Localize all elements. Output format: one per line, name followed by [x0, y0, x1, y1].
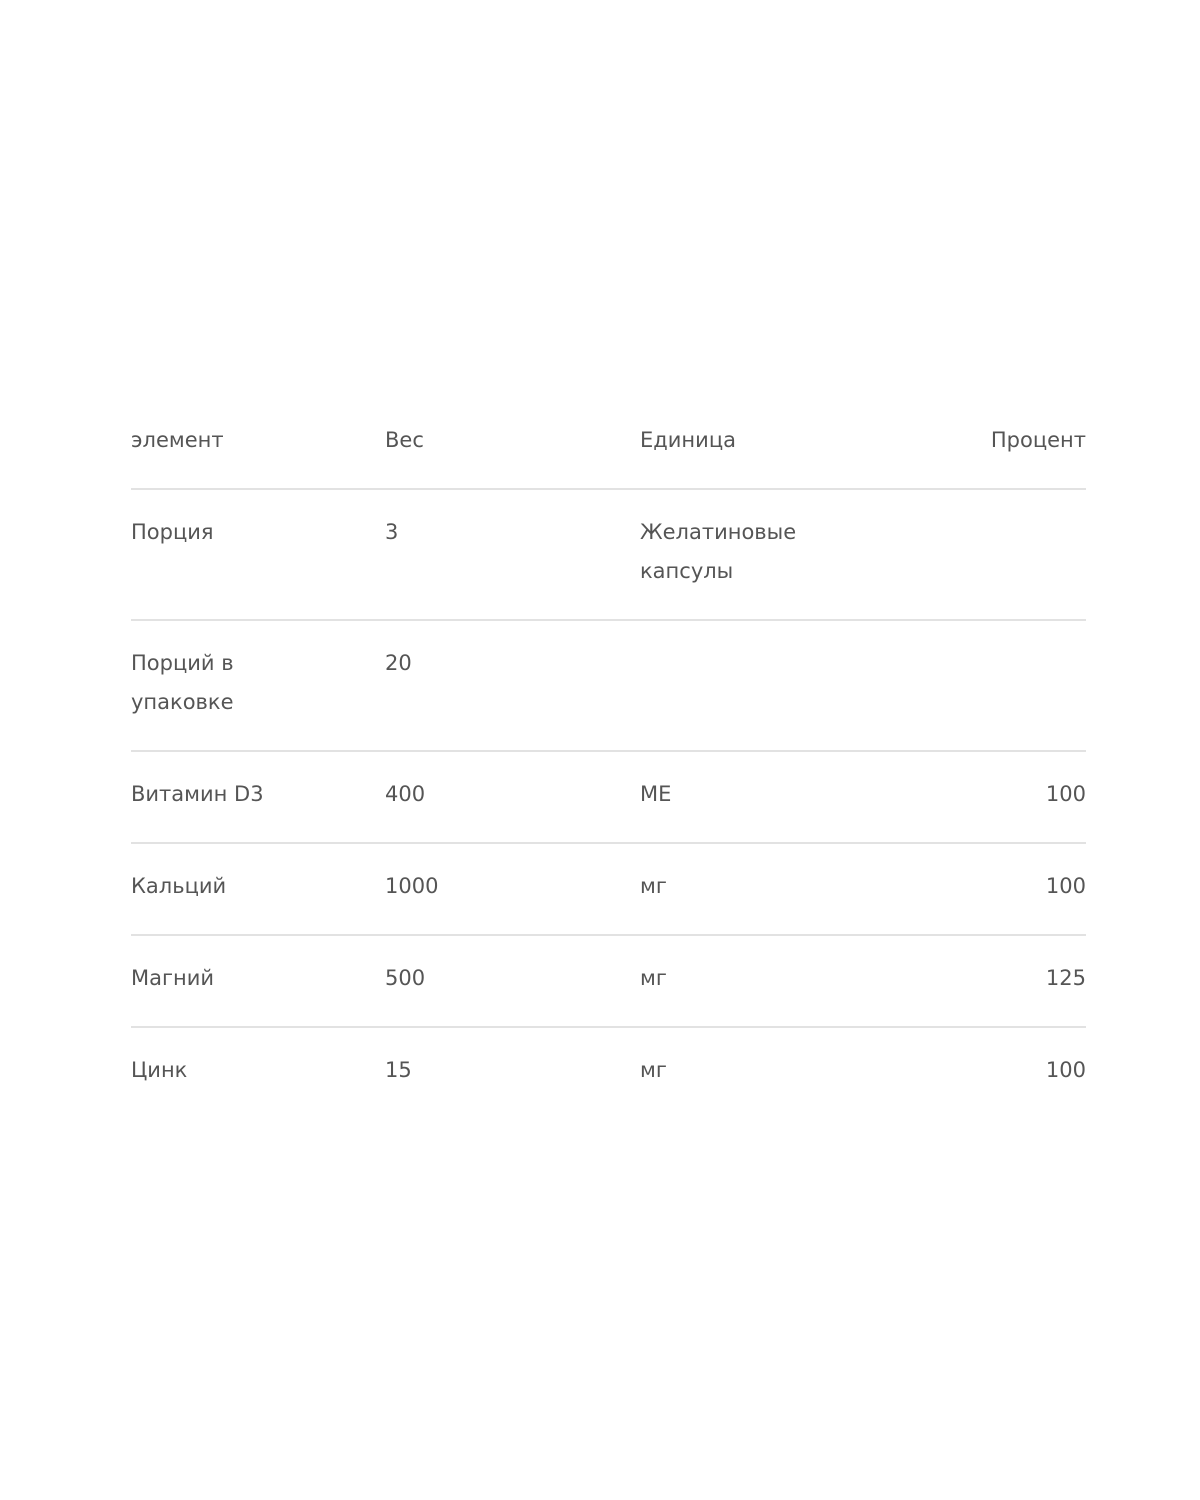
table-row: [131, 1027, 1086, 1118]
header-row: [131, 412, 1086, 489]
nutrition-table-container: [131, 412, 1086, 1118]
table-row: [131, 489, 1086, 620]
cell-weight: 1000: [385, 843, 640, 935]
element-text: Порций в упаковке: [131, 651, 234, 714]
header-weight: Вес: [385, 412, 640, 489]
cell-weight: 500: [385, 935, 640, 1027]
table-row: [131, 843, 1086, 935]
header-element: элемент: [131, 412, 385, 489]
cell-unit: мг: [640, 843, 895, 935]
cell-element: [131, 620, 385, 751]
cell-percent: [895, 620, 1086, 751]
cell-unit: МЕ: [640, 751, 895, 843]
cell-percent: 100: [895, 843, 1086, 935]
cell-unit: [640, 489, 895, 620]
unit-text: Желатиновые капсулы: [640, 520, 797, 583]
table-row: [131, 620, 1086, 751]
cell-weight: 20: [385, 620, 640, 751]
cell-element: Порция: [131, 489, 385, 620]
cell-weight: 15: [385, 1058, 412, 1082]
cell-percent: 125: [895, 935, 1086, 1027]
cell-element: Цинк: [131, 1058, 188, 1082]
table-row: [131, 751, 1086, 843]
cell-percent: [895, 489, 1086, 620]
header-unit: Единица: [640, 412, 895, 489]
header-percent: Процент: [895, 412, 1086, 489]
table-body: [131, 489, 1086, 1118]
cell-unit: мг: [640, 1058, 667, 1082]
cell-percent: 100: [895, 751, 1086, 843]
cell-element: Витамин D3: [131, 751, 385, 843]
table-header: [131, 412, 1086, 489]
cell-weight: 3: [385, 489, 640, 620]
table-row: [131, 935, 1086, 1027]
cell-unit: мг: [640, 935, 895, 1027]
cell-percent: 100: [1045, 1058, 1086, 1082]
cell-element: Магний: [131, 935, 385, 1027]
nutrition-table: [131, 412, 1086, 1118]
cell-unit: [640, 620, 895, 751]
cell-weight: 400: [385, 751, 640, 843]
cell-element: Кальций: [131, 843, 385, 935]
